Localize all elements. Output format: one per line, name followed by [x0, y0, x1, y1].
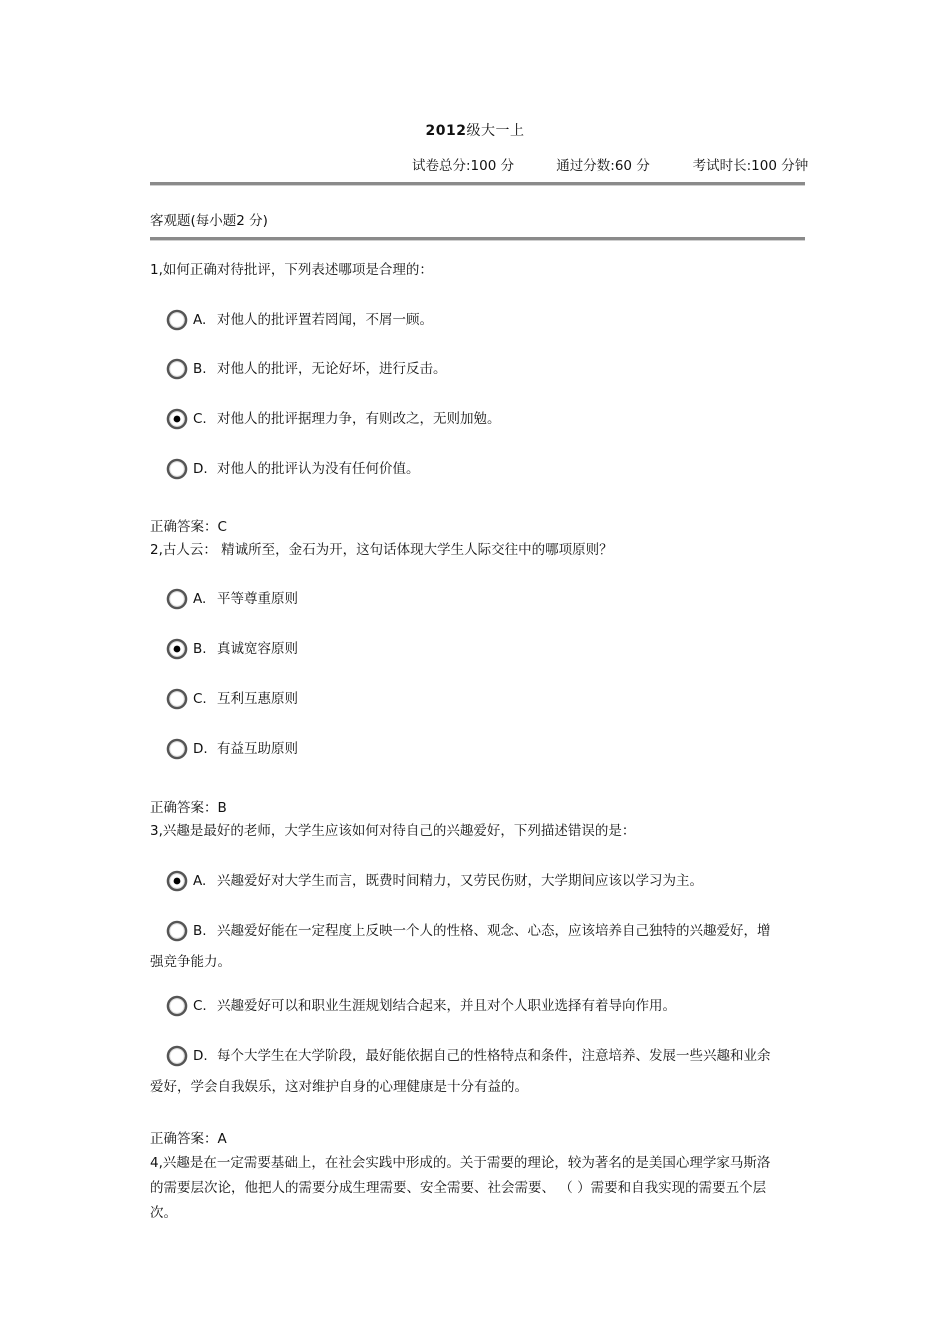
exam-duration: 考试时长:100 分钟: [692, 158, 809, 174]
option-label: C.: [193, 411, 207, 427]
option-label: C.: [193, 691, 207, 707]
question-4-stem-line: 4,兴趣是在一定需要基础上，在社会实践中形成的。关于需要的理论，较为著名的是美国心理学家马斯洛: [150, 1155, 771, 1171]
question-3-option-a[interactable]: [166, 864, 806, 898]
option-label: C.: [193, 998, 207, 1014]
question-1-option-b[interactable]: [166, 352, 806, 386]
question-1-option-a[interactable]: [166, 303, 806, 337]
option-label: A.: [193, 591, 207, 607]
question-2-stem: 2,古人云： 精诚所至，金石为开，这句话体现大学生人际交往中的哪项原则？: [150, 542, 613, 558]
question-3-option-b[interactable]: [166, 914, 806, 948]
question-4-stem-line: 次。: [150, 1205, 177, 1221]
radio-unselected-icon[interactable]: [166, 920, 188, 942]
section-title: 客观题(每小题2 分): [150, 213, 268, 229]
option-text: 对他人的批评置若罔闻，不屑一顾。: [217, 312, 433, 328]
question-3-option-c[interactable]: [166, 989, 806, 1023]
exam-title-rest: 级大一上: [466, 123, 525, 139]
option-text: 平等尊重原则: [217, 591, 298, 607]
radio-unselected-icon[interactable]: [166, 358, 188, 380]
question-3-option-b-continued: 强竞争能力。: [150, 954, 231, 970]
option-text: 对他人的批评认为没有任何价值。: [217, 461, 420, 477]
radio-unselected-icon[interactable]: [166, 995, 188, 1017]
radio-unselected-icon[interactable]: [166, 738, 188, 760]
option-label: D.: [193, 461, 208, 477]
question-4-stem: [150, 1151, 810, 1226]
question-1-option-d[interactable]: [166, 452, 806, 486]
option-text: 互利互惠原则: [217, 691, 298, 707]
pass-score: 通过分数:60 分: [556, 158, 650, 174]
radio-unselected-icon[interactable]: [166, 588, 188, 610]
question-3-stem: 3,兴趣是最好的老师，大学生应该如何对待自己的兴趣爱好，下列描述错误的是：: [150, 823, 636, 839]
question-3-option-d-continued: 爱好，学会自我娱乐，这对维护自身的心理健康是十分有益的。: [150, 1079, 528, 1095]
option-label: A.: [193, 873, 207, 889]
radio-unselected-icon[interactable]: [166, 309, 188, 331]
option-text: 对他人的批评，无论好坏，进行反击。: [217, 361, 447, 377]
question-2-option-b[interactable]: [166, 632, 806, 666]
radio-unselected-icon[interactable]: [166, 1045, 188, 1067]
option-label: B.: [193, 361, 207, 377]
option-text: 真诚宽容原则: [217, 641, 298, 657]
section-divider: [150, 237, 805, 241]
option-text: 兴趣爱好能在一定程度上反映一个人的性格、观念、心态，应该培养自己独特的兴趣爱好，增: [217, 923, 771, 939]
question-3-option-d[interactable]: [166, 1039, 806, 1073]
radio-selected-icon[interactable]: [166, 638, 188, 660]
option-text: 兴趣爱好对大学生而言，既费时间精力，又劳民伤财，大学期间应该以学习为主。: [217, 873, 703, 889]
radio-unselected-icon[interactable]: [166, 458, 188, 480]
radio-selected-icon[interactable]: [166, 870, 188, 892]
question-2-option-c[interactable]: [166, 682, 806, 716]
option-text: 对他人的批评据理力争，有则改之，无则加勉。: [217, 411, 501, 427]
question-2-option-a[interactable]: [166, 582, 806, 616]
option-label: B.: [193, 641, 207, 657]
option-text: 有益互助原则: [217, 741, 298, 757]
question-1-option-c[interactable]: [166, 402, 806, 436]
option-label: D.: [193, 741, 208, 757]
question-2-answer: 正确答案：B: [150, 800, 227, 816]
option-text: 兴趣爱好可以和职业生涯规划结合起来，并且对个人职业选择有着导向作用。: [217, 998, 676, 1014]
exam-title: [0, 120, 950, 140]
question-1-answer: 正确答案：C: [150, 519, 227, 535]
total-score: 试卷总分:100 分: [412, 158, 515, 174]
option-label: D.: [193, 1048, 208, 1064]
radio-unselected-icon[interactable]: [166, 688, 188, 710]
question-4-stem-line: 的需要层次论，他把人的需要分成生理需要、安全需要、社会需要、 （ ）需要和自我实现的需要五个层: [150, 1180, 767, 1196]
exam-title-year: 2012: [425, 123, 467, 139]
option-label: A.: [193, 312, 207, 328]
question-3-answer: 正确答案：A: [150, 1131, 227, 1147]
question-2-option-d[interactable]: [166, 732, 806, 766]
question-1-stem: 1,如何正确对待批评，下列表述哪项是合理的：: [150, 262, 433, 278]
header-divider: [150, 182, 805, 186]
option-label: B.: [193, 923, 207, 939]
radio-selected-icon[interactable]: [166, 408, 188, 430]
exam-meta: [412, 154, 812, 174]
option-text: 每个大学生在大学阶段，最好能依据自己的性格特点和条件，注意培养、发展一些兴趣和业余: [217, 1048, 771, 1064]
